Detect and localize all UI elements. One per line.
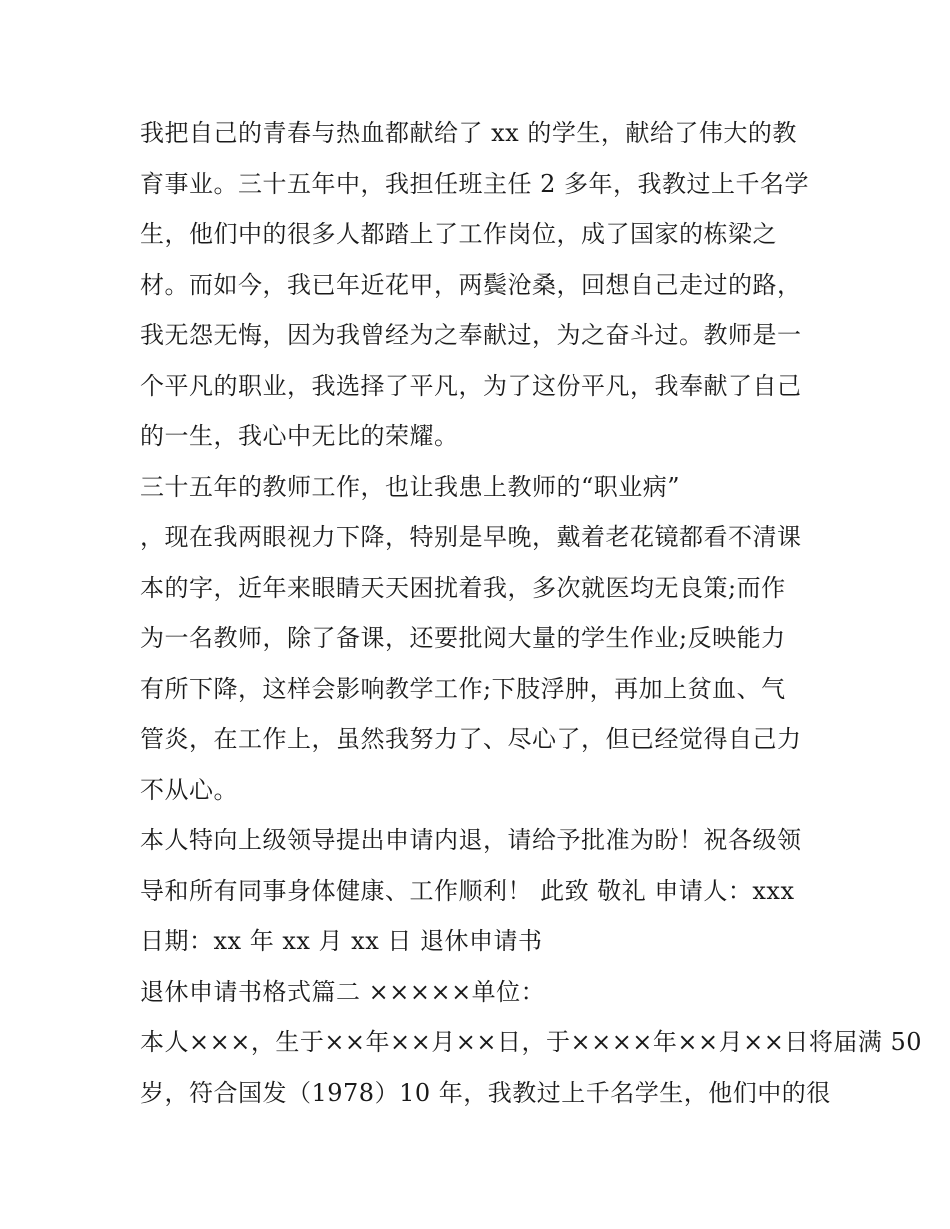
text-line-2: 育事业。三十五年中，我担任班主任 2 多年，我教过上千名学 [140, 169, 810, 198]
text-line-17: 日期：xx 年 xx 月 xx 日 退休申请书 [140, 927, 543, 955]
text-line-19: 本人×××，生于××年××月××日，于××××年××月××日将届满 50 [140, 1028, 923, 1056]
document-body [140, 108, 923, 1118]
text-line-4: 材。而如今，我已年近花甲，两鬓沧桑，回想自己走过的路， [140, 270, 802, 299]
text-line-3: 生，他们中的很多人都踏上了工作岗位，成了国家的栋梁之 [140, 220, 777, 248]
text-line-20: 岁，符合国发（1978）10 年，我教过上千名学生，他们中的很 [140, 1078, 831, 1107]
text-line-14: 不从心。 [140, 775, 238, 804]
text-line-9: ，现在我两眼视力下降，特别是早晚，戴着老花镜都看不清课 [140, 523, 802, 551]
text-line-16: 导和所有同事身体健康、工作顺利！ 此致 敬礼 申请人：xxx [140, 876, 795, 905]
text-line-18: 退休申请书格式篇二 ×××××单位： [140, 977, 546, 1006]
text-line-8: 三十五年的教师工作，也让我患上教师的“职业病” [140, 472, 681, 501]
text-line-5: 我无怨无悔，因为我曾经为之奉献过，为之奋斗过。教师是一 [140, 321, 802, 349]
text-line-1: 我把自己的青春与热血都献给了 xx 的学生，献给了伟大的教 [140, 119, 797, 147]
text-line-7: 的一生，我心中无比的荣耀。 [140, 422, 459, 450]
text-line-11: 为一名教师，除了备课，还要批阅大量的学生作业;反映能力 [140, 624, 786, 652]
text-line-12: 有所下降，这样会影响教学工作;下肢浮肿，再加上贫血、气 [140, 674, 786, 703]
text-line-6: 个平凡的职业，我选择了平凡，为了这份平凡，我奉献了自己 [140, 371, 802, 400]
text-line-13: 管炎，在工作上，虽然我努力了、尽心了，但已经觉得自己力 [140, 725, 802, 753]
text-line-10: 本的字，近年来眼睛天天困扰着我，多次就医均无良策;而作 [140, 573, 786, 602]
text-line-15: 本人特向上级领导提出申请内退，请给予批准为盼！祝各级领 [140, 826, 802, 854]
